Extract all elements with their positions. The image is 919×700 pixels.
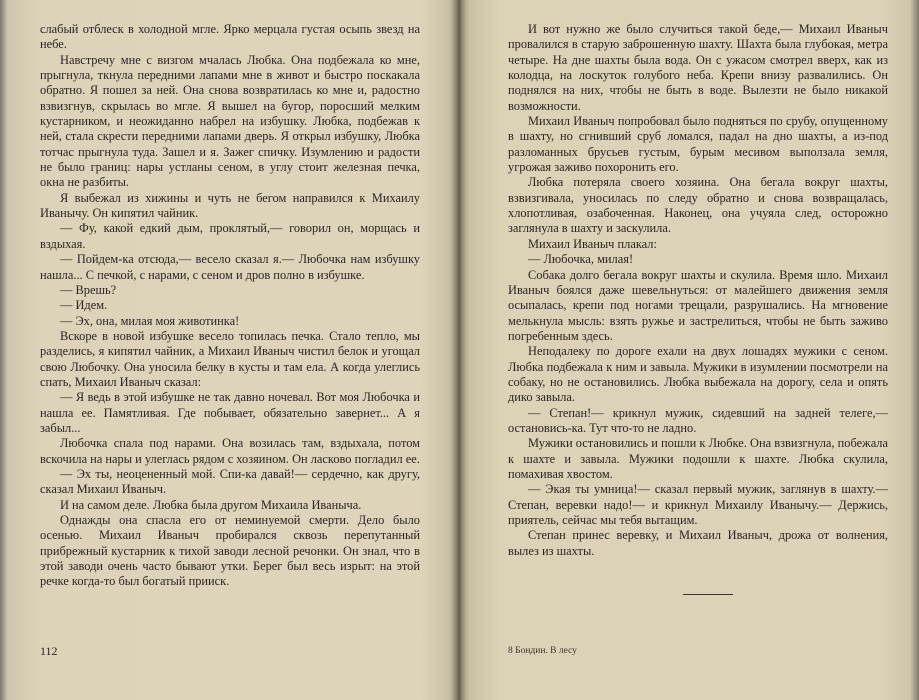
right-paragraph: И вот нужно же было случиться такой беде,— Михаил Иваныч провалился в старую заброшенную шахту. Шахта была глубокая, метра четыре. На дне шахты была вода. Он с ужасом смотрел вверх, как из колодца, на лоскуток голубого неба. Крепи внизу развалились. Он поднялся на них, чтобы не быть в воде. Вылезти не было никакой возможности. (508, 22, 888, 113)
book-gutter (448, 0, 470, 700)
right-paragraph: — Любочка, милая! (528, 252, 634, 267)
left-paragraph: — Я ведь в этой избушке не так давно ночевал. Вот моя Любочка и нашла ее. Памятливая. Где побывает, обязательно завернет... А я забыл... (40, 390, 420, 435)
left-page (40, 22, 420, 590)
section-divider (683, 594, 733, 595)
left-paragraph: Я выбежал из хижины и чуть не бегом направился к Михаилу Иванычу. Он кипятил чайник. (40, 190, 420, 221)
left-paragraph: Любочка спала под нарами. Она возилась там, вздыхала, потом вскочила на нары и улеглась рядом с хозяином. Он ласково погладил ее. (40, 436, 420, 466)
left-paragraph: — Врешь? (60, 282, 117, 297)
right-paragraph: Степан принес веревку, и Михаил Иваныч, дрожа от волнения, вылез из шахты. (508, 528, 888, 558)
right-paragraph: Неподалеку по дороге ехали на двух лошадях мужики с сеном. Любка подбежала к ним и завыла. Мужики в изумлении посмотрели на собаку, но не остановились. Любка выбежала на дорогу, села и опять дико завыла. (508, 344, 888, 405)
right-paragraph: Михаил Иваныч плакал: (528, 236, 657, 251)
left-paragraph: И на самом деле. Любка была другом Михаила Иваныча. (60, 497, 362, 512)
right-paragraph: — Экая ты умница!— сказал первый мужик, заглянув в шахту.— Степан, веревки надо!— и крикнул Михаилу Иванычу.— Держись, приятель, сейчас мы тебя вытащим. (508, 482, 888, 527)
right-paragraph: — Степан!— крикнул мужик, сидевший на задней телеге,— остановись-ка. Тут что-то не ладно. (508, 405, 888, 435)
left-paragraph: — Пойдем-ка отсюда,— весело сказал я.— Любочка нам избушку нашла... С печкой, с нарами, с сеном и дров полно в избушке. (40, 252, 420, 282)
signature-footer: 8 Бондин. В лесу (508, 646, 577, 656)
right-paragraph: Михаил Иваныч попробовал было подняться по срубу, опущенному в шахту, но сгнивший сруб ломался, падал на дно шахты, а из-под разломанных брусьев густым, бурым месивом выползала земля, угрожая заживо похоронить его. (508, 114, 888, 175)
left-paragraph: — Эх ты, неоцененный мой. Спи-ка давай!— сердечно, как другу, сказал Михаил Иваныч. (40, 466, 420, 497)
left-paragraph: — Эх, она, милая моя животинка! (60, 313, 240, 328)
left-paragraph: Однажды она спасла его от неминуемой смерти. Дело было осенью. Михаил Иваныч пробирался сквозь перепутанный прибрежный кустарник к тихой заводи лесной речонки. Он знал, что в этой заводи очень часто бывают утки. Берег был весь изрыт: на этой речке когда-то был богатый прииск. (40, 513, 420, 589)
right-page (508, 22, 888, 559)
left-paragraph: Навстречу мне с визгом мчалась Любка. Она подбежала ко мне, прыгнула, ткнула передними лапами мне в живот и быстро поскакала обратно. Я пошел за ней. Она снова возвратилась ко мне и, радостно взвизгнув, скрылась во мгле. Я вышел на бугор, поросший мелким кустарником, и неожиданно набрел на избушку. Любка, подбежав к ней, стала скрести передними лапами дверь. Я открыл избушку, Любка тотчас прыгнула туда. Зашел и я. Зажег спичку. Изумлению и радости не было границ: нары устланы сеном, в углу стоит железная печка, окна не разбиты. (40, 52, 420, 190)
right-paragraph: Собака долго бегала вокруг шахты и скулила. Время шло. Михаил Иваныч боялся даже шевельнуться: от малейшего движения земля осыпалась, крепи под ногами трещали, разрушались. На мгновение мелькнула мысль: взять ружье и застрелиться, чтобы не быть заживо погребенным здесь. (508, 267, 888, 343)
left-paragraph: — Идем. (60, 298, 108, 313)
right-paragraph: Мужики остановились и пошли к Любке. Она взвизгнула, побежала к шахте и завыла. Мужики подошли к шахте. Любка скулила, помахивая хвостом. (508, 436, 888, 481)
right-paragraph: Любка потеряла своего хозяина. Она бегала вокруг шахты, взвизгивала, уносилась по следу обратно и снова возвращалась, хлопотливая, озабоченная. Наконец, она учуяла след, осторожно заглянула в шахту и заскулила. (508, 175, 888, 236)
left-paragraph: Вскоре в новой избушке весело топилась печка. Стало тепло, мы разделись, я кипятил чайник, а Михаил Иваныч чистил белок и угощал свою Любочку. Она уносила белку в кусты и там ела. А когда улеглись спать, Михаил Иваныч сказал: (40, 328, 420, 389)
left-paragraph: — Фу, какой едкий дым, проклятый,— говорил он, морщась и вздыхая. (40, 221, 420, 251)
left-paragraph: слабый отблеск в холодной мгле. Ярко мерцала густая осыпь звезд на небе. (40, 22, 420, 52)
page-number: 112 (40, 644, 58, 658)
